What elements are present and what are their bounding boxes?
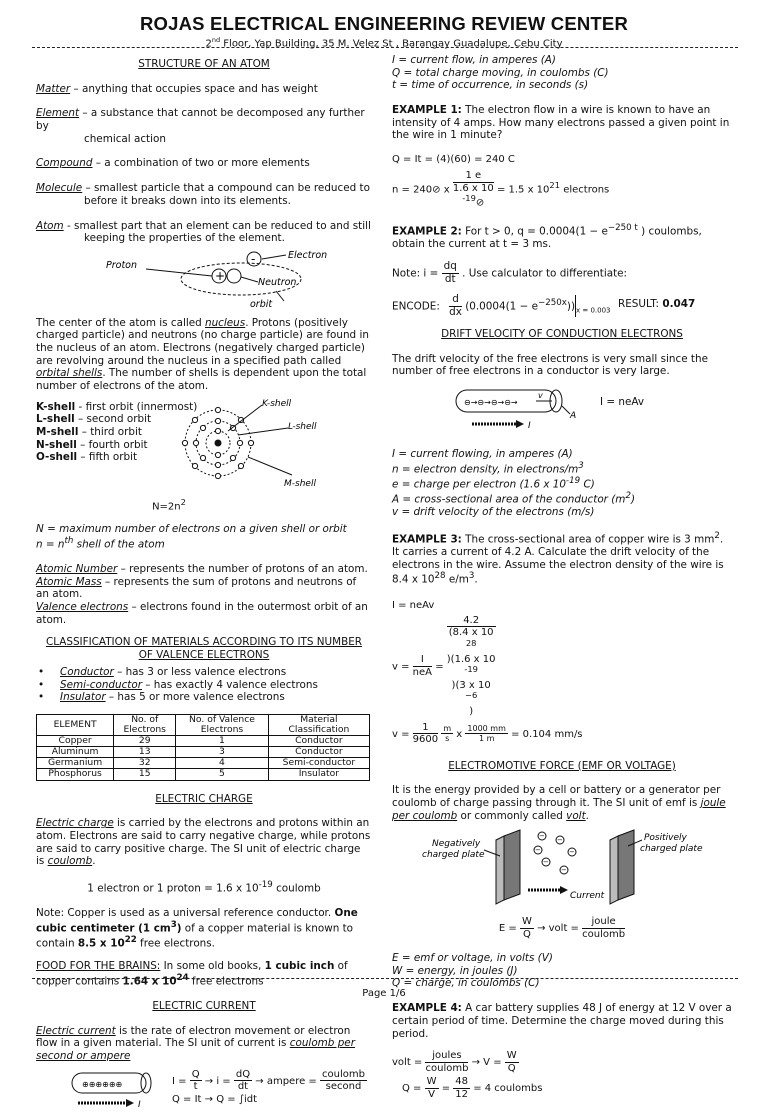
note-copper: Note: Copper is used as a universal reference conductor. One cubic centimeter (1 $cm^3$) of a copper material is known to contain 8.5 x $10^{22}$ free electrons. [36,907,358,950]
bottom-divider [32,978,738,979]
food-for-brains: FOOD FOR THE BRAINS: In some old books, 1 cubic inch of copper contains 1.64 x $10^{24}$ free electrons [36,960,348,988]
section-structure-of-atom: STRUCTURE OF AN ATOM [138,58,270,70]
shells-block [36,398,372,495]
svg-text:−: − [539,832,545,841]
emf-defs: E = emf or voltage, in volts (V) W = energy, in joules (J) Q = charge, in coulombs (C) [392,952,553,990]
atomic-term: Valence electrons – electrons found in the outermost orbit of an atom. [36,601,368,626]
table-row: Copper 29 1 Conductor [37,736,370,747]
current-defs: I = current flow, in amperes (A) Q = total charge moving, in coulombs (C) t = time of occurrence, in seconds (s) [392,54,609,92]
shell-formula-defs [36,523,372,551]
electron-minus: - [251,251,256,266]
example-3: EXAMPLE 3: The cross-sectional area of copper wire is 3 $mm^2$. It carries a current of 4.2 A. Calculate the drift velocity of the electrons in the wire. Assume the electron density of the wire is 8.4 x $10^{28}$ $e/m^3$. [392,530,724,586]
label-v: v [538,390,543,400]
section-electric-charge: ELECTRIC CHARGE [155,792,253,805]
svg-text:−: − [535,846,541,855]
page-number: Page 1/6 [362,988,406,999]
label-neutron: Neutron [258,276,297,288]
atomic-term: Atomic Number – represents the number of protons of an atom. [36,563,368,576]
neutron-circle [227,269,241,283]
shell-item: L-shell – second orbit [36,413,152,426]
definition-item: Molecule – smallest particle that a compound can be reduced to before it breaks down into its elements. [36,182,370,207]
charge-equation: 1 electron or 1 proton = 1.6 x $10^{-19}$ coulomb [87,880,321,895]
col-header: No. of Valence Electrons [176,714,269,735]
definition-item: Atom - smallest part that an element can be reduced to and still keeping the properties of the element. [36,219,371,245]
ex1-eq1: Q = It = (4)(60) = 240 C [392,154,515,166]
nucleus-paragraph: The center of the atom is called nucleus. Protons (positively charged particle) and neutrons (no charge particle) are found in the nucleus of an atom. Electrons (negatively charged particle) are revolving around the nucleus in a specified path called orbital shells. The number of shells is dependent upon the total number of electrons of the atom. [36,316,369,392]
ex3-equations: I = neAv v = $\frac{I}{\text{neA}}$ = 4.2 (8.4 x 10 $^{28}$ )(1.6 x 10 $^{-19}$ )(3 x 10 $^{-6}$ ) v = $\frac{1}{9600}$ $\frac{m}{s}$ x $\frac{1000 mm}{1 m}$ = 0.104 mm/s [392,600,583,746]
section-classification: CLASSIFICATION OF MATERIALS ACCORDING TO ITS NUMBER OF VALENCE ELECTRONS [45,636,363,662]
svg-text:⊕⊕⊕⊕⊕⊕: ⊕⊕⊕⊕⊕⊕ [82,1079,123,1089]
encode-line: ENCODE: $\frac{d}{dx}$ $(0.0004(1 - e^{-250x}))_{x = 0.003}$ RESULT: 0.047 [392,292,696,318]
svg-text:−: − [557,836,563,845]
example-1: EXAMPLE 1: The electron flow in a wire is known to have an intensity of 4 amps. How many electrons passed a given point in the wire in 1 minute? [392,104,730,142]
classification-item: • Semi-conductor – has exactly 4 valence electrons [36,679,372,692]
ex4-equations: volt = $\frac{\text{joules}}{\text{coulomb}}$ → V = $\frac{W}{Q}$ Q = $\frac{W}{V}$ = $\frac{48}{12}$ = 4 coulombs [392,1050,543,1100]
label-drift-i: I [528,420,531,431]
atomic-terms [36,563,372,626]
materials-table [36,714,370,781]
svg-text:charged plate: charged plate [640,844,703,855]
label-proton: Proton [106,259,138,271]
table-row: Germanium 32 4 Semi-conductor [37,758,370,769]
top-divider [32,47,738,48]
label-negative-plate: Negatively [432,839,481,850]
label-area: A [570,410,577,421]
electron-shells-diagram [176,395,356,489]
atom-structure-diagram [36,249,372,309]
conductor-current-diagram [68,1069,168,1113]
col-header: ELEMENT [37,714,114,735]
right-column [392,56,732,1100]
definition-item: Matter – anything that occupies space and has weight [36,82,318,95]
shell-item: O-shell – fifth orbit [36,451,138,464]
charge-paragraph: Electric charge is carried by the electrons and protons within an atom. Electrons are said to carry negative charge, while protons are said to carry positive charge. The SI unit of electric charge is coulomb. [36,817,371,868]
label-current: Current [570,891,605,902]
drift-equation: I = neAv [600,395,645,408]
label-m-shell: M-shell [284,478,316,489]
shell-item: M-shell – third orbit [36,426,142,439]
svg-text:charged plate: charged plate [422,850,485,861]
svg-text:−: − [543,858,549,867]
table-header-row [37,714,370,735]
section-emf: ELECTROMOTIVE FORCE (EMF OR VOLTAGE) [448,759,676,772]
classification-item: • Insulator – has 5 or more valence electrons [36,691,372,704]
emf-plates-diagram [392,826,732,908]
shell-item: K-shell - first orbit (innermost) [36,400,198,413]
def-N: N = maximum number of electrons on a given shell or orbit [36,523,347,536]
drift-paragraph: The drift velocity of the free electrons is very small since the number of free electrons in a conductor is very large. [392,352,708,378]
page-header [0,13,768,50]
current-block [36,1069,372,1117]
svg-text:−: − [561,866,567,875]
section-drift-velocity: DRIFT VELOCITY OF CONDUCTION ELECTRONS [441,327,683,340]
svg-text:⊖→⊖→⊖→⊖→: ⊖→⊖→⊖→⊖→ [464,397,518,407]
label-electron: Electron [288,249,328,261]
definition-item: Element – a substance that cannot be decomposed any further by chemical action [36,107,365,145]
note-differentiate: Note: i = $\frac{dq}{dt}$ . Use calculator to differentiate: [392,259,628,285]
def-n: $n = n^{th}$ shell of the atom [36,535,165,551]
label-k-shell: K-shell [262,398,292,409]
label-i: I [138,1099,141,1110]
current-equations: I = $\frac{Q}{t}$ → i = $\frac{dQ}{dt}$ → ampere = $\frac{\text{coulomb}}{\text{second}}$ Q = It → Q = ∫idt [172,1068,365,1105]
svg-text:−: − [569,848,575,857]
col-header: No. of Electrons [114,714,176,735]
table-row: Phosphorus 15 5 Insulator [37,769,370,780]
atomic-term: Atomic Mass – represents the sum of protons and neutrons of an atom. [36,575,357,601]
emf-equation: E = $\frac{W}{Q}$ → volt = $\frac{\text{joule}}{\text{coulomb}}$ [498,916,626,940]
left-column [36,56,372,1117]
proton-plus: + [215,268,226,283]
definition-item: Compound – a combination of two or more elements [36,157,310,170]
table-row: Aluminum 13 3 Conductor [37,747,370,758]
classification-list [36,666,372,704]
emf-paragraph: It is the energy provided by a cell or battery or a generator per coulomb of charge passing through it. The SI unit of emf is joule per coulomb or commonly called volt. [392,784,726,822]
example-2: EXAMPLE 2: For t > 0, $q = 0.0004(1 - e^{-250 t}$ ) coulombs, obtain the current at t = 3 ms. [392,223,702,251]
col-header: Material Classification [268,714,369,735]
label-positive-plate: Positively [644,833,687,844]
example-4: EXAMPLE 4: A car battery supplies 48 J of energy at 12 V over a certain period of time. Determine the charge moved during this period. [392,1002,732,1040]
address-line: 2nd Floor, Yap Building, 35 M. Velez St , Barangay Guadalupe, Cebu City [205,35,563,49]
drift-defs: I = current flowing, in amperes (A) n = electron density, in electrons/$m^3$ e = charge per electron (1.6 x $10^{-19}$ C) A = cross-sectional area of the conductor $(m^2)$ v = drift velocity of the electrons (m/s) [392,447,636,519]
page-title: ROJAS ELECTRICAL ENGINEERING REVIEW CENTER [139,13,629,34]
drift-block [392,384,732,430]
section-electric-current: ELECTRIC CURRENT [152,1000,256,1013]
classification-item: • Conductor – has 3 or less valence electrons [36,666,372,679]
ex1-eq2: n = 240⊘ x 1 e 1.6 x 10 $^{-19}$⊘ = 1.5 x $10^{21}$ electrons [392,170,610,209]
formula-shell-capacity: $N=2n^2$ [152,496,186,513]
current-paragraph: Electric current is the rate of electron movement or electron flow in a given material. The SI unit of current is coulomb per second or ampere [36,1024,355,1063]
definitions-list [36,83,372,245]
label-l-shell: L-shell [288,421,317,432]
label-orbit: orbit [250,298,273,310]
shell-item: N-shell – fourth orbit [36,438,148,451]
